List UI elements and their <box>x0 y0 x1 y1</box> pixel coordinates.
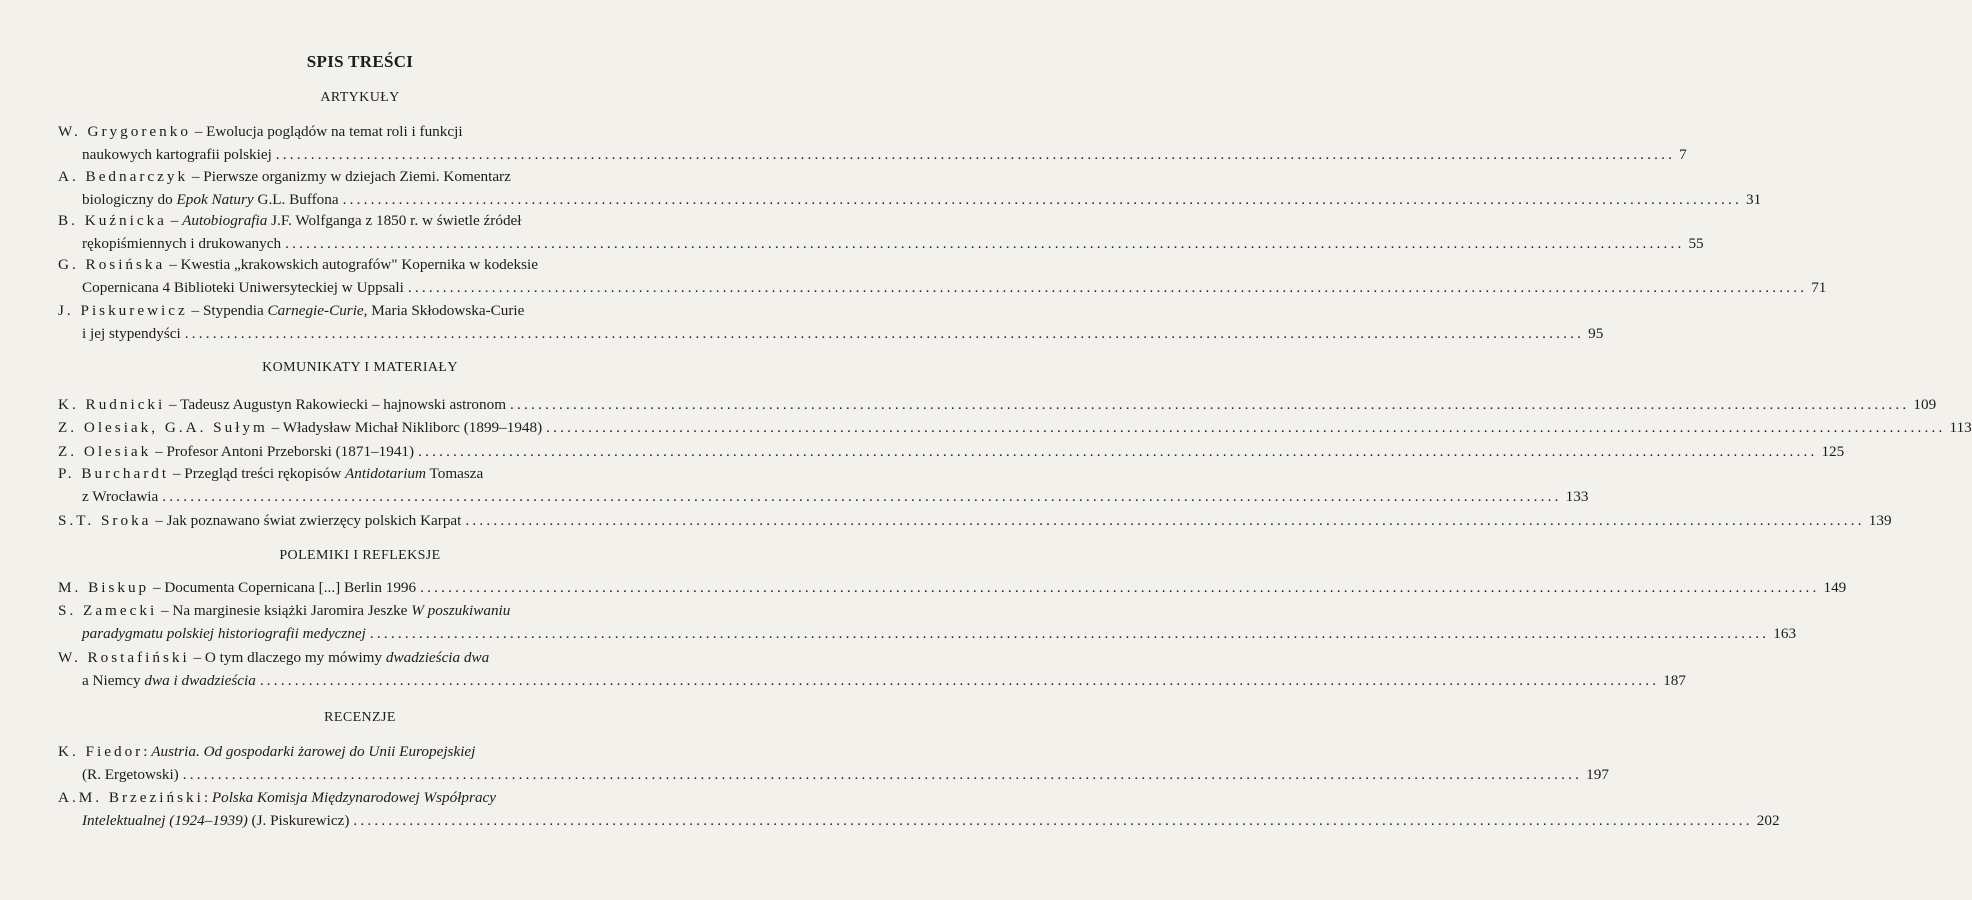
leader-dots: ........................................................................................................................................................................................................ <box>369 625 1770 642</box>
author-name: M. Biskup <box>58 579 150 596</box>
entry-title-italic: Epok Natury <box>176 191 254 208</box>
entry-title-text: naukowych kartografii polskiej <box>82 146 272 163</box>
page-number: 197 <box>1586 766 1609 783</box>
toc-line-text <box>82 669 256 692</box>
toc-entry[interactable] <box>58 576 1847 599</box>
toc-entry[interactable] <box>58 253 1827 299</box>
toc-line-text <box>58 509 461 532</box>
entry-title-text: – Stypendia <box>187 302 268 319</box>
toc-line <box>58 669 1686 692</box>
toc-line <box>58 120 682 143</box>
author-name: K. Fiedor <box>58 743 144 760</box>
leader-dots: ........................................................................................................................................................................................................ <box>182 766 1583 783</box>
toc-entry[interactable] <box>58 165 1762 211</box>
author-name: P. Burchardt <box>58 465 170 482</box>
toc-line <box>58 576 1847 599</box>
page-number: 125 <box>1821 443 1845 460</box>
toc-line-text <box>58 789 496 806</box>
entry-title-text: Tomasza <box>425 465 484 482</box>
toc-line <box>58 509 1892 532</box>
leader-dots: ........................................................................................................................................................................................................ <box>510 396 1910 413</box>
entry-title-text: i jej stypendyści <box>82 325 181 342</box>
entry-title-text: – Kwestia „krakowskich autografów" Kopernika w kodeksie <box>165 256 538 273</box>
toc-line-text <box>82 276 404 299</box>
page-number: 31 <box>1746 191 1762 208</box>
author-name: J. Piskurewicz <box>58 302 188 319</box>
toc-entry[interactable] <box>58 646 1686 692</box>
toc-entry[interactable] <box>58 416 1972 439</box>
entry-title-italic: Carnegie-Curie <box>267 302 364 319</box>
toc-line-text <box>82 232 281 255</box>
page-number: 133 <box>1565 488 1589 505</box>
entry-title-italic: Austria. Od gospodarki żarowej do Unii Europejskiej <box>151 743 476 760</box>
page-number: 7 <box>1679 146 1687 163</box>
entry-title-text: – Na marginesie książki Jaromira Jeszke <box>157 602 412 619</box>
toc-line-text <box>82 188 339 211</box>
toc-line-text <box>58 256 538 273</box>
page-number: 109 <box>1913 396 1937 413</box>
author-name: K. Rudnicki <box>58 396 166 413</box>
entry-title-italic: dwa i dwadzieścia <box>144 672 256 689</box>
toc-entry[interactable] <box>58 393 1937 416</box>
page-number: 71 <box>1811 279 1827 296</box>
toc-line-text <box>58 440 414 463</box>
toc-line <box>58 440 1845 463</box>
leader-dots: ........................................................................................................................................................................................................ <box>465 512 1865 529</box>
entry-title-text: – O tym dlaczego my mówimy <box>189 649 386 666</box>
entry-title-text: – Władysław Michał Nikliborc (1899–1948) <box>267 419 543 436</box>
leader-dots: ........................................................................................................................................................................................................ <box>418 443 1818 460</box>
toc-line-text <box>58 576 416 599</box>
toc-line-text <box>58 602 510 619</box>
toc-line <box>58 232 1704 255</box>
author-name: A.M. Brzeziński <box>58 789 204 806</box>
page-number: 202 <box>1756 812 1780 829</box>
author-name: G. Rosińska <box>58 256 166 273</box>
toc-line-text <box>58 743 475 760</box>
author-name: Z. Olesiak <box>58 443 152 460</box>
entry-title-text: : <box>143 743 152 760</box>
page-number: 187 <box>1663 672 1686 689</box>
section-heading: RECENZJE <box>324 710 396 725</box>
entry-title-text: – Documenta Copernicana [...] Berlin 1996 <box>149 579 417 596</box>
toc-line <box>58 622 1797 645</box>
leader-dots: ........................................................................................................................................................................................................ <box>162 488 1562 505</box>
entry-title-italic: Intelektualnej (1924–1939) <box>82 812 248 829</box>
entry-title-text: (J. Piskurewicz) <box>247 812 350 829</box>
page-number: 95 <box>1588 325 1604 342</box>
toc-line <box>58 416 1972 439</box>
toc-line <box>58 165 682 188</box>
author-name: S. Zamecki <box>58 602 158 619</box>
author-name: S.T. Sroka <box>58 512 152 529</box>
toc-line <box>58 485 1589 508</box>
toc-line-text <box>82 322 181 345</box>
toc-line <box>58 599 682 622</box>
toc-entry[interactable] <box>58 440 1845 463</box>
entry-title-text: z Wrocławia <box>82 488 159 505</box>
page-number: 149 <box>1823 579 1847 596</box>
entry-title-italic: W poszukiwaniu <box>411 602 511 619</box>
entry-title-text: – Jak poznawano świat zwierzęcy polskich Karpat <box>151 512 462 529</box>
toc-line <box>58 299 682 322</box>
entry-title-text: – Tadeusz Augustyn Rakowiecki – hajnowski astronom <box>165 396 507 413</box>
entry-title-italic: paradygmatu polskiej historiografii medycznej <box>82 625 366 642</box>
toc-line-text <box>82 485 158 508</box>
toc-entry[interactable] <box>58 120 1687 166</box>
toc-line-text <box>58 649 489 666</box>
toc-entry[interactable] <box>58 209 1704 255</box>
entry-title-text: , Maria Skłodowska-Curie <box>363 302 525 319</box>
toc-line <box>58 143 1687 166</box>
entry-title-text: biologiczny do <box>82 191 177 208</box>
author-name: W. Rostafiński <box>58 649 190 666</box>
toc-line-text <box>58 168 511 185</box>
entry-title-text: rękopiśmiennych i drukowanych <box>82 235 282 252</box>
toc-line <box>58 786 682 809</box>
toc-entry[interactable] <box>58 786 1780 832</box>
entry-title-text: a Niemcy <box>82 672 145 689</box>
toc-line <box>58 276 1827 299</box>
leader-dots: ........................................................................................................................................................................................................ <box>407 279 1808 296</box>
toc-line <box>58 322 1604 345</box>
leader-dots: ........................................................................................................................................................................................................ <box>353 812 1753 829</box>
section-heading: ARTYKUŁY <box>320 90 400 105</box>
toc-line <box>58 188 1762 211</box>
leader-dots: ........................................................................................................................................................................................................ <box>259 672 1660 689</box>
leader-dots: ........................................................................................................................................................................................................ <box>420 579 1820 596</box>
entry-title-text: G.L. Buffona <box>253 191 339 208</box>
entry-title-italic: Polska Komisja Międzynarodowej Współpracy <box>211 789 497 806</box>
toc-line <box>58 253 682 276</box>
leader-dots: ........................................................................................................................................................................................................ <box>546 419 1946 436</box>
section-heading: POLEMIKI I REFLEKSJE <box>279 548 441 563</box>
author-name: Z. Olesiak, G.A. Sułym <box>58 419 268 436</box>
page-number: 55 <box>1688 235 1704 252</box>
toc-entry[interactable] <box>58 740 1609 786</box>
entry-title-text: – <box>166 212 183 229</box>
page-number: 113 <box>1949 419 1972 436</box>
toc-line-text <box>82 622 366 645</box>
toc-entry[interactable] <box>58 599 1797 645</box>
author-name: B. Kuźnicka <box>58 212 167 229</box>
toc-entry[interactable] <box>58 299 1604 345</box>
toc-entry[interactable] <box>58 462 1589 508</box>
entry-title-text: Copernicana 4 Biblioteki Uniwersyteckiej w Uppsali <box>82 279 404 296</box>
toc-line <box>58 646 682 669</box>
leader-dots: ........................................................................................................................................................................................................ <box>285 235 1685 252</box>
entry-title-italic: Autobiografia <box>182 212 268 229</box>
entry-title-text: – Pierwsze organizmy w dziejach Ziemi. Komentarz <box>188 168 511 185</box>
toc-entry[interactable] <box>58 509 1892 532</box>
toc-line-text <box>82 763 179 786</box>
toc-line <box>58 763 1609 786</box>
toc-line-text <box>58 123 463 140</box>
leader-dots: ........................................................................................................................................................................................................ <box>184 325 1585 342</box>
author-name: A. Bednarczyk <box>58 168 189 185</box>
toc-line-text <box>82 809 349 832</box>
leader-dots: ........................................................................................................................................................................................................ <box>275 146 1676 163</box>
page-title: SPIS TREŚCI <box>306 52 414 71</box>
toc-line-text <box>58 302 524 319</box>
toc-line <box>58 462 682 485</box>
entry-title-text: (R. Ergetowski) <box>82 766 179 783</box>
toc-line-text <box>58 465 483 482</box>
toc-line-text <box>58 393 506 416</box>
toc-line <box>58 393 1937 416</box>
toc-line-text <box>58 416 542 439</box>
entry-title-text: : <box>203 789 212 806</box>
entry-title-text: – Ewolucja poglądów na temat roli i funkcji <box>190 123 463 140</box>
author-name: W. Grygorenko <box>58 123 191 140</box>
leader-dots: ........................................................................................................................................................................................................ <box>342 191 1742 208</box>
toc-line <box>58 740 682 763</box>
toc-line-text <box>82 143 272 166</box>
entry-title-italic: dwadzieścia dwa <box>385 649 490 666</box>
page-number: 163 <box>1773 625 1797 642</box>
toc-line <box>58 809 1780 832</box>
entry-title-text: J.F. Wolfganga z 1850 r. w świetle źródeł <box>267 212 522 229</box>
toc-line <box>58 209 682 232</box>
entry-title-text: – Przegląd treści rękopisów <box>169 465 345 482</box>
toc-line-text <box>58 212 522 229</box>
section-heading: KOMUNIKATY I MATERIAŁY <box>262 360 458 375</box>
entry-title-italic: Antidotarium <box>344 465 426 482</box>
entry-title-text: – Profesor Antoni Przeborski (1871–1941) <box>151 443 415 460</box>
page-number: 139 <box>1868 512 1892 529</box>
